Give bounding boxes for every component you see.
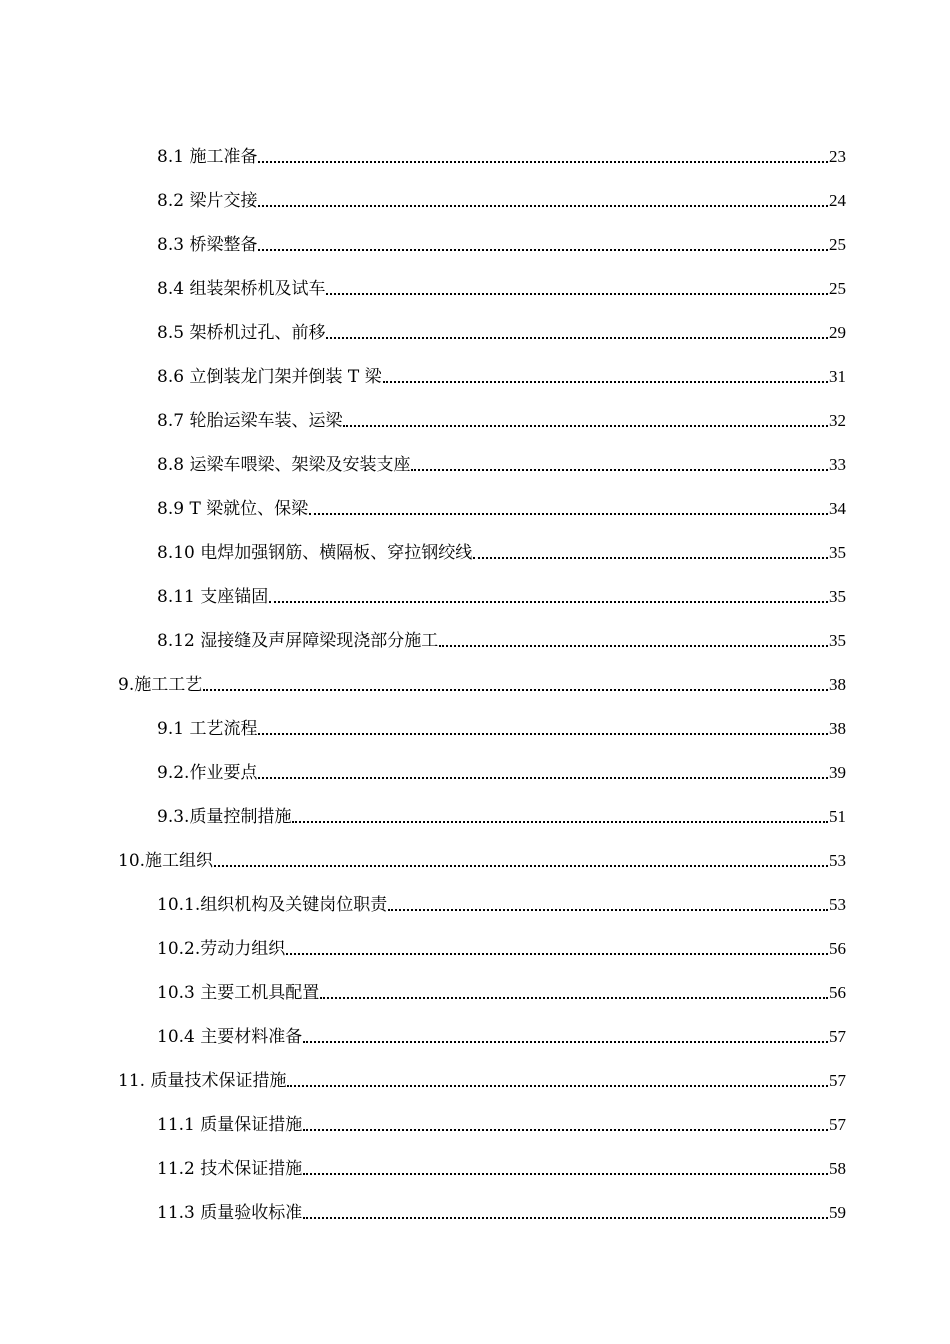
toc-dot-leader: [258, 146, 828, 168]
toc-entry-label: 8.4 组装架桥机及试车: [157, 279, 326, 299]
toc-dot-leader: [214, 850, 828, 872]
toc-entry-page-number: 51: [829, 807, 846, 826]
toc-entry-label: 8.1 施工准备: [157, 147, 258, 167]
toc-entry-page-number: 32: [829, 411, 846, 430]
toc-entry-page-number: 35: [829, 587, 846, 606]
toc-dot-leader: [388, 894, 828, 916]
toc-entry[interactable]: [0, 344, 950, 388]
toc-entry[interactable]: [0, 432, 950, 476]
toc-entry-label: 9.2.作业要点: [157, 763, 258, 783]
toc-entry-page-number: 25: [829, 279, 846, 298]
toc-entry-page-number: 57: [829, 1115, 846, 1134]
toc-entry-label: 8.8 运梁车喂梁、架梁及安装支座: [157, 455, 411, 475]
toc-entry-label: 11.1 质量保证措施: [157, 1115, 303, 1135]
toc-entry-label: 8.10 电焊加强钢筋、横隔板、穿拉钢绞线: [157, 543, 473, 563]
toc-entry[interactable]: [0, 212, 950, 256]
toc-entry-page-number: 59: [829, 1203, 846, 1222]
toc-entry-label: 10.1.组织机构及关键岗位职责: [157, 895, 388, 915]
toc-entry-label: 8.12 湿接缝及声屏障梁现浇部分施工: [157, 631, 439, 651]
toc-dot-leader: [303, 1158, 828, 1180]
toc-entry-page-number: 35: [829, 631, 846, 650]
toc-entry-label: 8.2 梁片交接: [157, 191, 258, 211]
toc-entry[interactable]: [0, 256, 950, 300]
toc-entry-page-number: 56: [829, 939, 846, 958]
toc-dot-leader: [258, 234, 828, 256]
toc-entry-page-number: 58: [829, 1159, 846, 1178]
toc-entry-page-number: 38: [829, 675, 846, 694]
toc-entry-label: 11.3 质量验收标准: [157, 1203, 303, 1223]
toc-entry-label: 8.11 支座锚固: [157, 587, 269, 607]
toc-entry-label: 10.2.劳动力组织: [157, 939, 286, 959]
toc-entry[interactable]: [0, 300, 950, 344]
toc-entry[interactable]: [0, 520, 950, 564]
toc-dot-leader: [303, 1026, 828, 1048]
table-of-contents: [0, 124, 950, 1224]
toc-entry-label: 8.7 轮胎运梁车装、运梁: [157, 411, 343, 431]
toc-entry-page-number: 25: [829, 235, 846, 254]
toc-entry[interactable]: [0, 960, 950, 1004]
toc-dot-leader: [326, 322, 828, 344]
toc-entry-page-number: 53: [829, 895, 846, 914]
toc-entry[interactable]: [0, 696, 950, 740]
toc-entry-label: 10.施工组织: [118, 851, 214, 871]
toc-entry[interactable]: [0, 872, 950, 916]
toc-entry-page-number: 29: [829, 323, 846, 342]
toc-dot-leader: [286, 938, 828, 960]
toc-entry[interactable]: [0, 1048, 950, 1092]
toc-dot-leader: [411, 454, 828, 476]
toc-dot-leader: [258, 762, 828, 784]
toc-entry[interactable]: [0, 916, 950, 960]
toc-entry-label: 9.3.质量控制措施: [157, 807, 292, 827]
toc-entry-label: 8.5 架桥机过孔、前移: [157, 323, 326, 343]
toc-entry[interactable]: [0, 168, 950, 212]
toc-entry[interactable]: [0, 1180, 950, 1224]
toc-entry-page-number: 39: [829, 763, 846, 782]
toc-entry[interactable]: [0, 564, 950, 608]
toc-dot-leader: [320, 982, 828, 1004]
toc-entry[interactable]: [0, 476, 950, 520]
toc-entry[interactable]: [0, 608, 950, 652]
toc-dot-leader: [258, 718, 828, 740]
toc-dot-leader: [309, 498, 828, 520]
toc-dot-leader: [343, 410, 828, 432]
toc-dot-leader: [303, 1114, 828, 1136]
toc-entry-label: 9.1 工艺流程: [157, 719, 258, 739]
toc-dot-leader: [303, 1202, 828, 1224]
toc-entry-page-number: 56: [829, 983, 846, 1002]
toc-entry-label: 11. 质量技术保证措施: [118, 1071, 287, 1091]
toc-dot-leader: [269, 586, 828, 608]
toc-entry-page-number: 34: [829, 499, 846, 518]
toc-entry[interactable]: [0, 740, 950, 784]
toc-dot-leader: [287, 1070, 828, 1092]
toc-entry[interactable]: [0, 388, 950, 432]
toc-entry[interactable]: [0, 652, 950, 696]
toc-entry-page-number: 24: [829, 191, 846, 210]
toc-entry-label: 11.2 技术保证措施: [157, 1159, 303, 1179]
toc-entry-page-number: 35: [829, 543, 846, 562]
toc-entry-label: 8.9 T 梁就位、保梁: [157, 499, 309, 519]
toc-entry-page-number: 57: [829, 1027, 846, 1046]
toc-entry-page-number: 31: [829, 367, 846, 386]
toc-entry-label: 10.4 主要材料准备: [157, 1027, 303, 1047]
toc-entry-page-number: 23: [829, 147, 846, 166]
toc-entry-page-number: 33: [829, 455, 846, 474]
toc-entry[interactable]: [0, 1004, 950, 1048]
toc-entry[interactable]: [0, 828, 950, 872]
toc-entry[interactable]: [0, 124, 950, 168]
toc-dot-leader: [203, 674, 828, 696]
toc-entry-label: 9.施工工艺: [118, 675, 203, 695]
toc-entry-label: 8.3 桥梁整备: [157, 235, 258, 255]
toc-entry[interactable]: [0, 1092, 950, 1136]
toc-entry-label: 8.6 立倒装龙门架并倒装 T 梁: [157, 367, 382, 387]
toc-dot-leader: [473, 542, 828, 564]
toc-dot-leader: [383, 366, 828, 388]
toc-entry[interactable]: [0, 1136, 950, 1180]
toc-entry-page-number: 38: [829, 719, 846, 738]
toc-entry-page-number: 53: [829, 851, 846, 870]
toc-dot-leader: [258, 190, 828, 212]
toc-entry-page-number: 57: [829, 1071, 846, 1090]
toc-dot-leader: [326, 278, 828, 300]
toc-entry-label: 10.3 主要工机具配置: [157, 983, 320, 1003]
toc-dot-leader: [439, 630, 828, 652]
toc-dot-leader: [292, 806, 828, 828]
toc-entry[interactable]: [0, 784, 950, 828]
